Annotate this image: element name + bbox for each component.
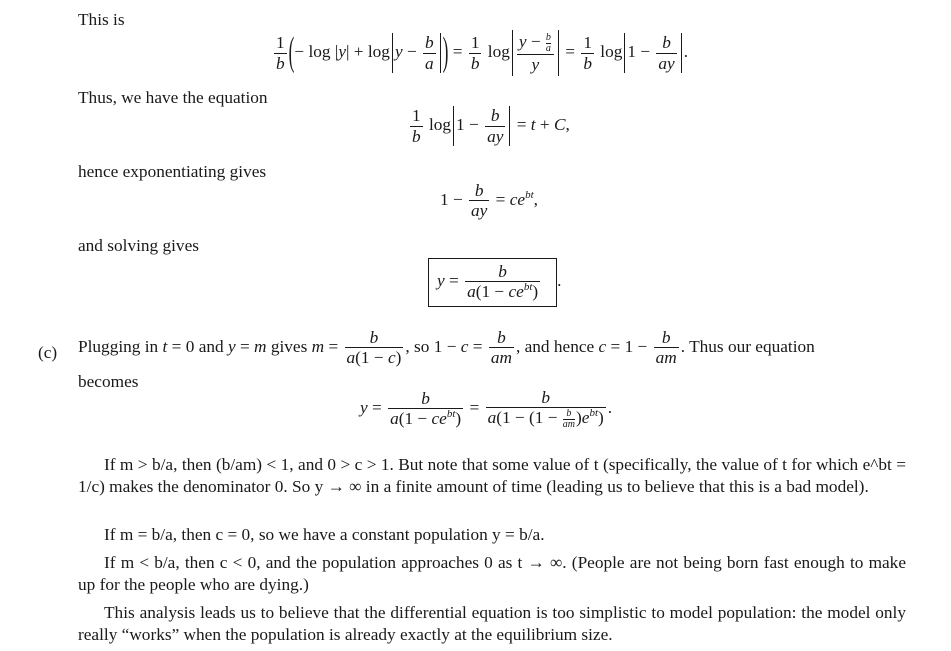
equation-exponentiated: 1 − $\frac{b}{ay}$ = $ce^{bt}$, xyxy=(440,181,538,221)
paragraph-m-less: If m < b/a, then c < 0, and the population approaches 0 as t → ∞. (People are not being born fast enough to make up for the people who are dying.) xyxy=(78,553,906,594)
part-c-label: (c) xyxy=(38,343,58,362)
equation-substituted: y = $\frac{b}{a(1 - ce^{bt})}$ = b a(1 − (1 − $\frac{b}{am}$ )$e^{bt}$) . xyxy=(360,388,613,430)
equation-log-identity: $\frac{1}{b}$ (− log |y| + log y − $\frac{b}{a}$ ) = $\frac{1}{b}$ log y − $\frac{b}{a}$ y = $\frac{1}{b}$ log 1 − $\frac{b}{ay}$ . xyxy=(272,30,688,76)
equation-log-time: $\frac{1}{b}$ log 1 − $\frac{b}{ay}$ = t + C, xyxy=(412,106,570,146)
solving-text: and solving gives xyxy=(78,236,199,255)
intro-text: This is xyxy=(78,10,125,29)
boxed-solution: y = $\frac{b}{a(1 - ce^{bt})}$ . xyxy=(428,258,562,307)
paragraph-m-equal: If m = b/a, then c = 0, so we have a constant population y = b/a. xyxy=(104,525,545,544)
part-c-line: Plugging in t = 0 and y = m gives m = $\frac{b}{a(1 - c)}$ , so 1 − c = $\frac{b}{am}$ , and hence c = 1 − $\frac{b}{am}$ . Thus our equation xyxy=(78,328,815,368)
hence-text: hence exponentiating gives xyxy=(78,162,267,181)
paragraph-conclusion: This analysis leads us to believe that the differential equation is too simplistic to model population: the model only really “works” when the population is already exactly at the equilibrium size. xyxy=(78,603,906,644)
becomes-text: becomes xyxy=(78,372,139,391)
thus-text: Thus, we have the equation xyxy=(78,88,268,107)
paragraph-m-greater: If m > b/a, then (b/am) < 1, and 0 > c > 1. But note that some value of t (specifically, the value of t for which e^bt = 1/c) makes the denominator 0. So y → ∞ in a finite amount of time (leading us to believe that this is a bad model). xyxy=(78,455,906,496)
